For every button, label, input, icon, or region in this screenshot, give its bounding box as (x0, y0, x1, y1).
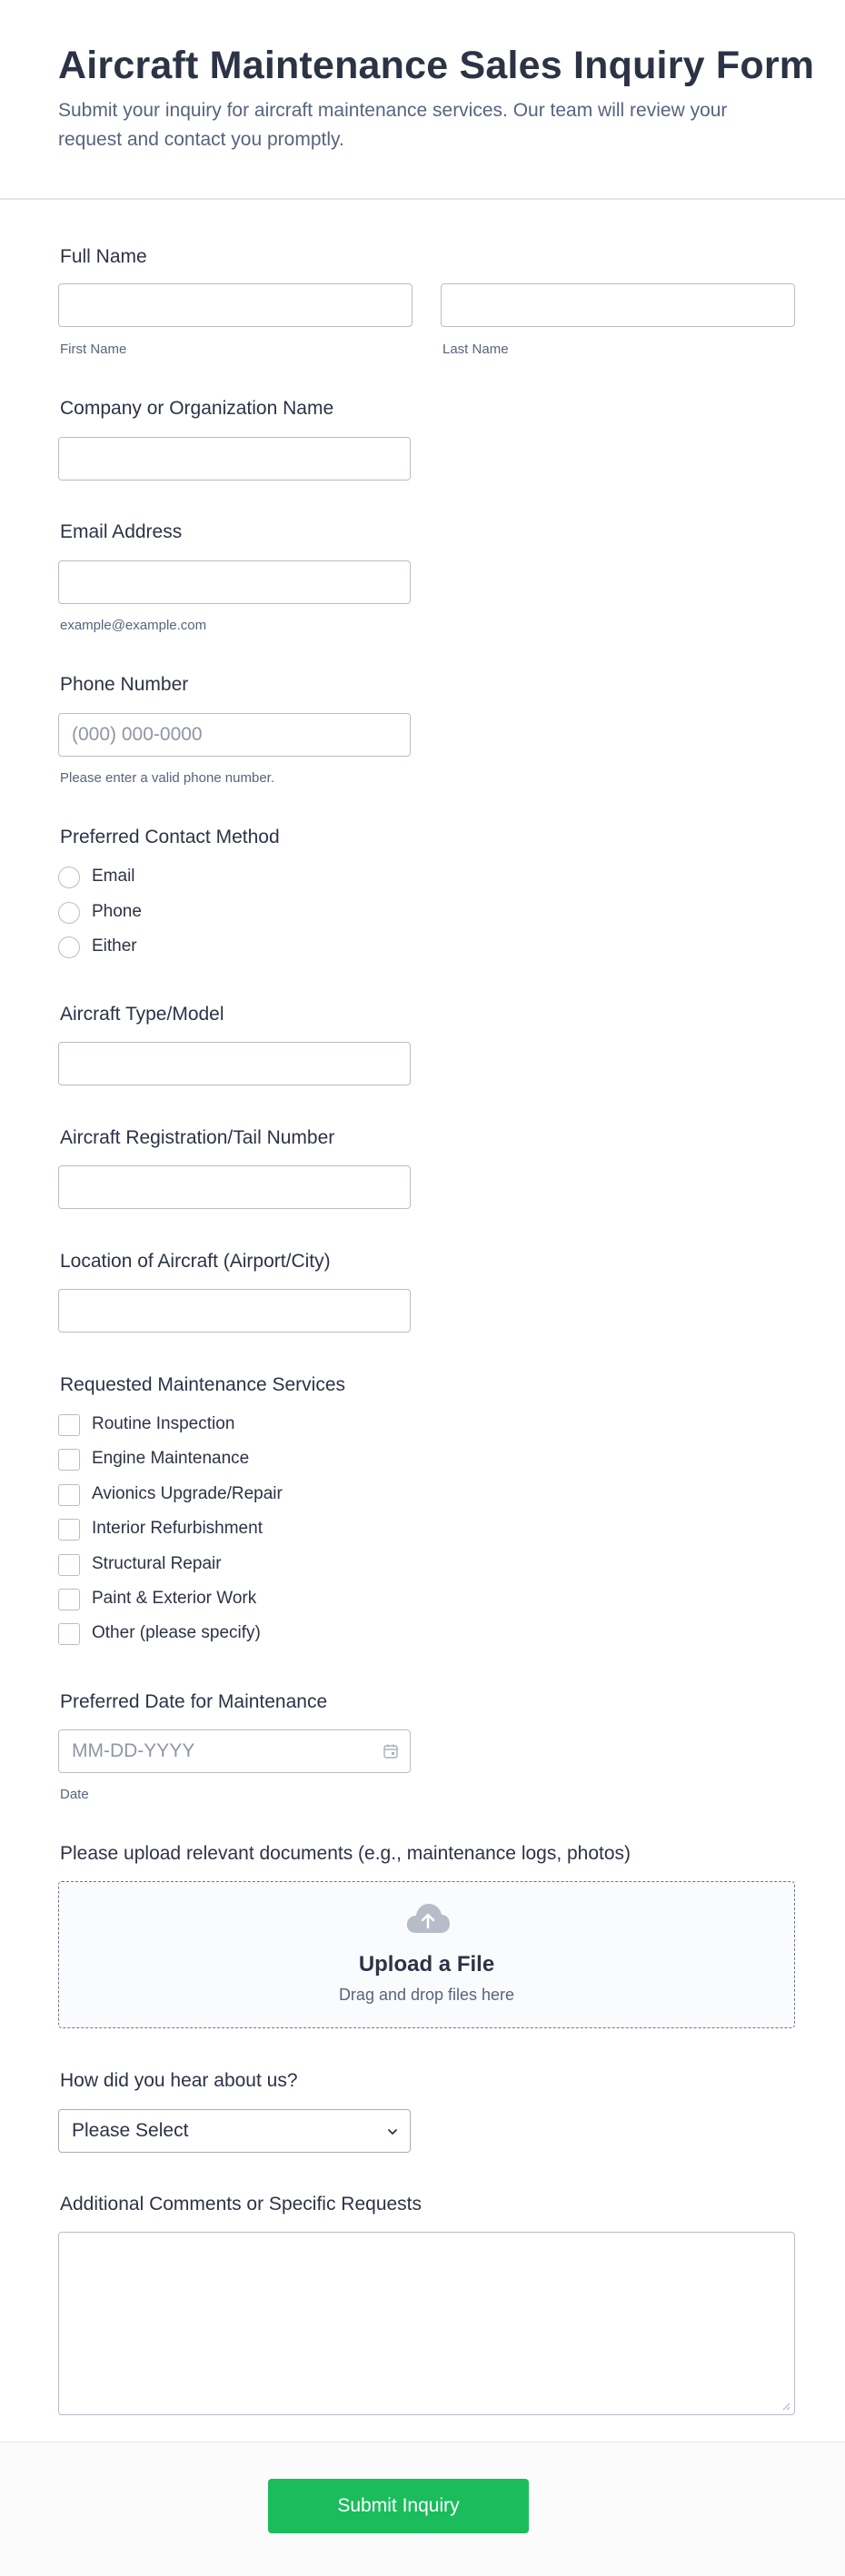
date-label: Preferred Date for Maintenance (60, 1691, 328, 1712)
date-input[interactable] (58, 1729, 411, 1773)
full-name-label: Full Name (60, 246, 147, 267)
email-sublabel: example@example.com (60, 618, 207, 633)
referral-selected-value: Please Select (72, 2120, 189, 2141)
checkbox-interior[interactable] (58, 1519, 80, 1541)
aircraft-type-input[interactable] (58, 1042, 411, 1085)
registration-label: Aircraft Registration/Tail Number (60, 1127, 335, 1148)
phone-placeholder: (000) 000-0000 (72, 724, 203, 745)
location-label: Location of Aircraft (Airport/City) (60, 1251, 331, 1272)
radio-email-label[interactable]: Email (92, 867, 135, 886)
file-upload-dropzone[interactable] (58, 1881, 795, 2028)
date-sublabel: Date (60, 1787, 89, 1802)
contact-method-label: Preferred Contact Method (60, 827, 280, 847)
upload-subtitle: Drag and drop files here (338, 1986, 515, 2004)
form-title: Aircraft Maintenance Sales Inquiry Form (58, 44, 815, 87)
checkbox-structural[interactable] (58, 1554, 80, 1576)
checkbox-paint[interactable] (58, 1589, 80, 1610)
aircraft-type-label: Aircraft Type/Model (60, 1004, 224, 1025)
calendar-icon[interactable] (383, 1743, 399, 1759)
radio-phone[interactable] (58, 902, 80, 924)
radio-phone-label[interactable]: Phone (92, 902, 142, 921)
checkbox-avionics-label[interactable]: Avionics Upgrade/Repair (92, 1484, 283, 1503)
checkbox-routine-inspection-label[interactable]: Routine Inspection (92, 1414, 235, 1433)
checkbox-paint-label[interactable]: Paint & Exterior Work (92, 1589, 257, 1608)
comments-label: Additional Comments or Specific Requests (60, 2194, 422, 2214)
radio-either[interactable] (58, 936, 80, 958)
form-header (0, 0, 845, 200)
phone-input[interactable] (58, 713, 411, 757)
resize-handle-icon[interactable] (782, 2403, 790, 2411)
phone-label: Phone Number (60, 674, 189, 695)
checkbox-interior-label[interactable]: Interior Refurbishment (92, 1519, 263, 1538)
checkbox-other[interactable] (58, 1623, 80, 1645)
last-name-sublabel: Last Name (442, 342, 509, 357)
checkbox-other-label[interactable]: Other (please specify) (92, 1623, 261, 1642)
checkbox-avionics[interactable] (58, 1484, 80, 1506)
company-input[interactable] (58, 437, 411, 481)
first-name-input[interactable] (58, 283, 413, 327)
chevron-down-icon (386, 2125, 399, 2138)
checkbox-engine-maintenance[interactable] (58, 1449, 80, 1471)
checkbox-structural-label[interactable]: Structural Repair (92, 1554, 222, 1573)
upload-label: Please upload relevant documents (e.g., maintenance logs, photos) (60, 1843, 631, 1864)
cloud-upload-icon (405, 1902, 451, 1935)
checkbox-engine-maintenance-label[interactable]: Engine Maintenance (92, 1449, 250, 1468)
submit-button[interactable]: Submit Inquiry (268, 2479, 529, 2533)
radio-either-label[interactable]: Either (92, 936, 137, 956)
comments-textarea[interactable] (58, 2232, 795, 2415)
email-input[interactable] (58, 560, 411, 604)
first-name-sublabel: First Name (60, 342, 127, 357)
last-name-input[interactable] (441, 283, 795, 327)
radio-email[interactable] (58, 867, 80, 888)
form-footer (0, 2442, 845, 2576)
company-label: Company or Organization Name (60, 398, 334, 419)
date-placeholder: MM-DD-YYYY (72, 1740, 195, 1761)
referral-select[interactable] (58, 2109, 411, 2153)
phone-sublabel: Please enter a valid phone number. (60, 770, 274, 786)
referral-label: How did you hear about us? (60, 2070, 298, 2091)
email-label: Email Address (60, 521, 183, 542)
form-description: Submit your inquiry for aircraft maintenance services. Our team will review your request and contact you promptly. (58, 100, 728, 150)
location-input[interactable] (58, 1289, 411, 1333)
services-label: Requested Maintenance Services (60, 1374, 346, 1395)
checkbox-routine-inspection[interactable] (58, 1414, 80, 1436)
registration-input[interactable] (58, 1165, 411, 1209)
upload-title: Upload a File (358, 1952, 495, 1977)
